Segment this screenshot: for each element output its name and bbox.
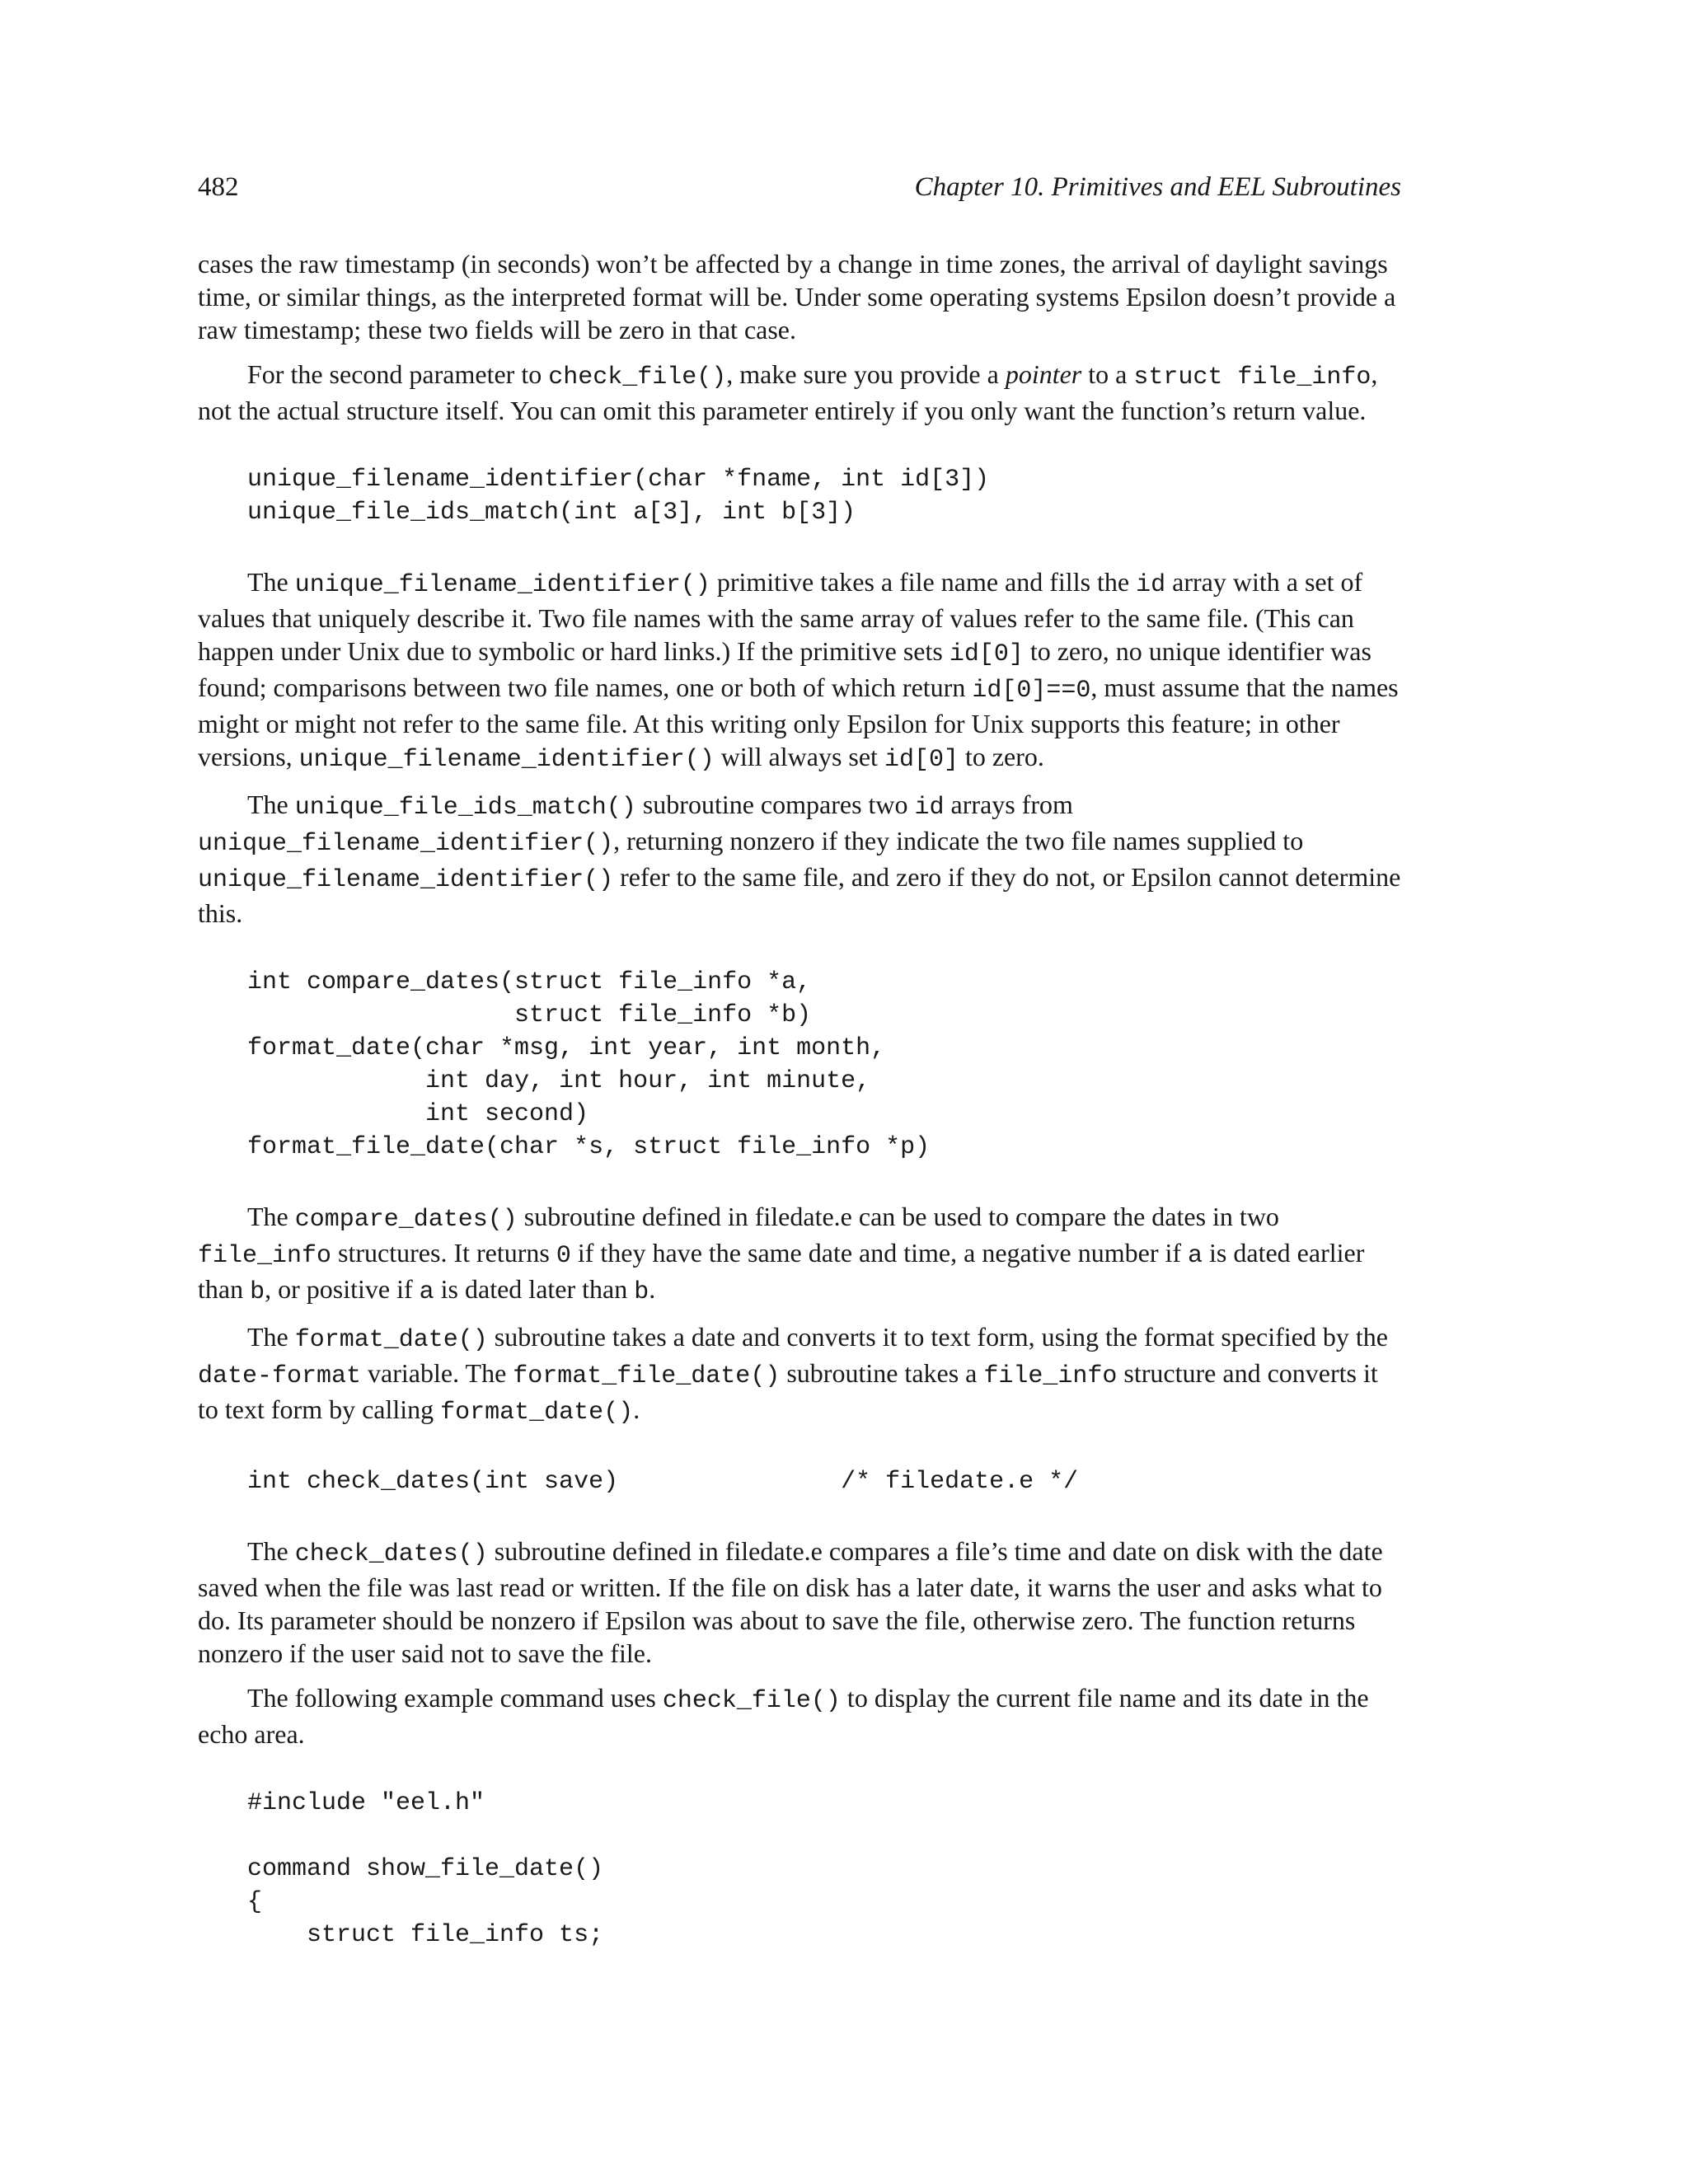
text: For the second parameter to	[247, 359, 549, 389]
inline-code: unique_filename_identifier()	[198, 866, 614, 894]
code-line: struct file_info *b)	[247, 1001, 812, 1029]
code-line: command show_file_date()	[247, 1855, 604, 1883]
code-line: {	[247, 1888, 263, 1916]
text: is dated earlier than	[198, 1238, 1365, 1304]
paragraph-check-file-param	[198, 358, 1401, 427]
text: to zero, no unique identifier was found; comparisons between two file names, one or both of which return	[198, 636, 1372, 702]
code-block-date-functions	[247, 966, 1401, 1164]
inline-code: id[0]==0	[972, 677, 1091, 705]
code-line: int compare_dates(struct file_info *a,	[247, 968, 812, 996]
text: , make sure you provide a	[726, 359, 1006, 389]
inline-code: check_file()	[548, 363, 727, 391]
text: subroutine compares two	[635, 790, 915, 819]
emphasis: pointer	[1005, 359, 1082, 389]
inline-code: id[0]	[884, 746, 959, 774]
inline-code: format_date()	[294, 1326, 488, 1354]
text: if they have the same date and time, a negative number if	[570, 1238, 1189, 1268]
paragraph-check-dates	[198, 1535, 1401, 1670]
text: will always set	[714, 742, 884, 771]
text: is dated later than	[434, 1274, 635, 1304]
text: .	[633, 1394, 640, 1424]
code-block-check-dates	[247, 1465, 1401, 1498]
text: variable. The	[361, 1358, 513, 1388]
paragraph-unique-file-ids-match	[198, 788, 1401, 930]
inline-code: compare_dates()	[294, 1206, 518, 1234]
text: The	[247, 790, 295, 819]
page-number: 482	[198, 172, 239, 202]
text: The following example command uses	[247, 1683, 663, 1713]
code-line: #include "eel.h"	[247, 1789, 485, 1817]
text: structures. It returns	[331, 1238, 556, 1268]
text: , not the actual structure itself. You can omit this parameter entirely if you only want the function’s return value.	[198, 359, 1378, 425]
text: cases the raw timestamp (in seconds) won’t be affected by a change in time zones, the arrival of daylight savings time, or similar things, as the interpreted format will be. Under some operating systems Epsilon doesn’t provide a raw timestamp; these two fields will be zero in that case.	[198, 249, 1396, 344]
text: , returning nonzero if they indicate the two file names supplied to	[613, 826, 1304, 855]
chapter-title: Chapter 10. Primitives and EEL Subroutines	[914, 172, 1401, 202]
text: The	[247, 1202, 295, 1231]
page-body	[198, 247, 1401, 1988]
code-block-unique-ids	[247, 463, 1401, 529]
code-line: format_date(char *msg, int year, int month,	[247, 1034, 886, 1062]
text: The	[247, 567, 295, 597]
inline-code: format_date()	[440, 1399, 634, 1427]
inline-code: b	[634, 1278, 649, 1306]
inline-code: id[0]	[949, 640, 1024, 668]
text: to display the current file name and its date in the echo area.	[198, 1683, 1369, 1749]
paragraph-compare-dates	[198, 1200, 1401, 1309]
inline-code: struct file_info	[1133, 363, 1372, 391]
code-line: struct file_info ts;	[247, 1921, 604, 1949]
text: arrays from	[944, 790, 1073, 819]
text: The	[247, 1322, 295, 1352]
code-line: unique_filename_identifier(char *fname, int id[3])	[247, 466, 990, 494]
text: , or positive if	[265, 1274, 420, 1304]
inline-code: 0	[556, 1242, 571, 1270]
inline-code: date-format	[198, 1362, 362, 1390]
text: structure and converts it to text form by calling	[198, 1358, 1378, 1424]
inline-code: unique_filename_identifier()	[198, 830, 614, 858]
inline-code: file_info	[983, 1362, 1118, 1390]
inline-code: a	[1188, 1242, 1203, 1270]
paragraph-format-date	[198, 1320, 1401, 1429]
inline-code: id	[1136, 571, 1166, 599]
text: , must assume that the names might or might not refer to the same file. At this writing only Epsilon for Unix supports this feature; in other versions,	[198, 673, 1399, 771]
code-line: format_file_date(char *s, struct file_info *p)	[247, 1133, 931, 1161]
inline-code: unique_file_ids_match()	[294, 794, 636, 822]
text: subroutine takes a date and converts it to text form, using the format specified by the	[487, 1322, 1388, 1352]
paragraph-example-intro	[198, 1681, 1401, 1750]
paragraph-unique-filename-identifier	[198, 565, 1401, 776]
inline-code: unique_filename_identifier()	[294, 571, 710, 599]
inline-code: b	[250, 1278, 265, 1306]
code-line: int second)	[247, 1100, 589, 1128]
text: The	[247, 1536, 295, 1566]
code-line: int day, int hour, int minute,	[247, 1067, 871, 1095]
code-line: int check_dates(int save) /* filedate.e */	[247, 1468, 1079, 1496]
inline-code: file_info	[198, 1242, 332, 1270]
inline-code: check_file()	[662, 1687, 841, 1715]
text: array with a set of values that uniquely describe it. Two file names with the same array of values refer to the same file. (This can happen under Unix due to symbolic or hard links.) If the primitive sets	[198, 567, 1363, 666]
text: to zero.	[958, 742, 1044, 771]
text: .	[649, 1274, 656, 1304]
inline-code: format_file_date()	[513, 1362, 781, 1390]
inline-code: check_dates()	[294, 1540, 488, 1568]
text: subroutine defined in filedate.e can be used to compare the dates in two	[517, 1202, 1279, 1231]
code-line: unique_file_ids_match(int a[3], int b[3])	[247, 499, 856, 527]
text: subroutine defined in filedate.e compares a file’s time and date on disk with the date saved when the file was last read or written. If the file on disk has a later date, it warns the user and asks what to do. Its parameter should be nonzero if Epsilon was about to save the file, otherwise zero. The function returns nonzero if the user said not to save the file.	[198, 1536, 1383, 1668]
text: subroutine takes a	[780, 1358, 984, 1388]
text: refer to the same file, and zero if they do not, or Epsilon cannot determine this.	[198, 862, 1401, 928]
text: to a	[1081, 359, 1134, 389]
inline-code: a	[419, 1278, 434, 1306]
inline-code: unique_filename_identifier()	[298, 746, 715, 774]
paragraph-timestamp	[198, 247, 1401, 346]
inline-code: id	[914, 794, 945, 822]
code-block-example	[247, 1787, 1401, 1952]
text: primitive takes a file name and fills the	[710, 567, 1137, 597]
code-line	[247, 1820, 1401, 1853]
